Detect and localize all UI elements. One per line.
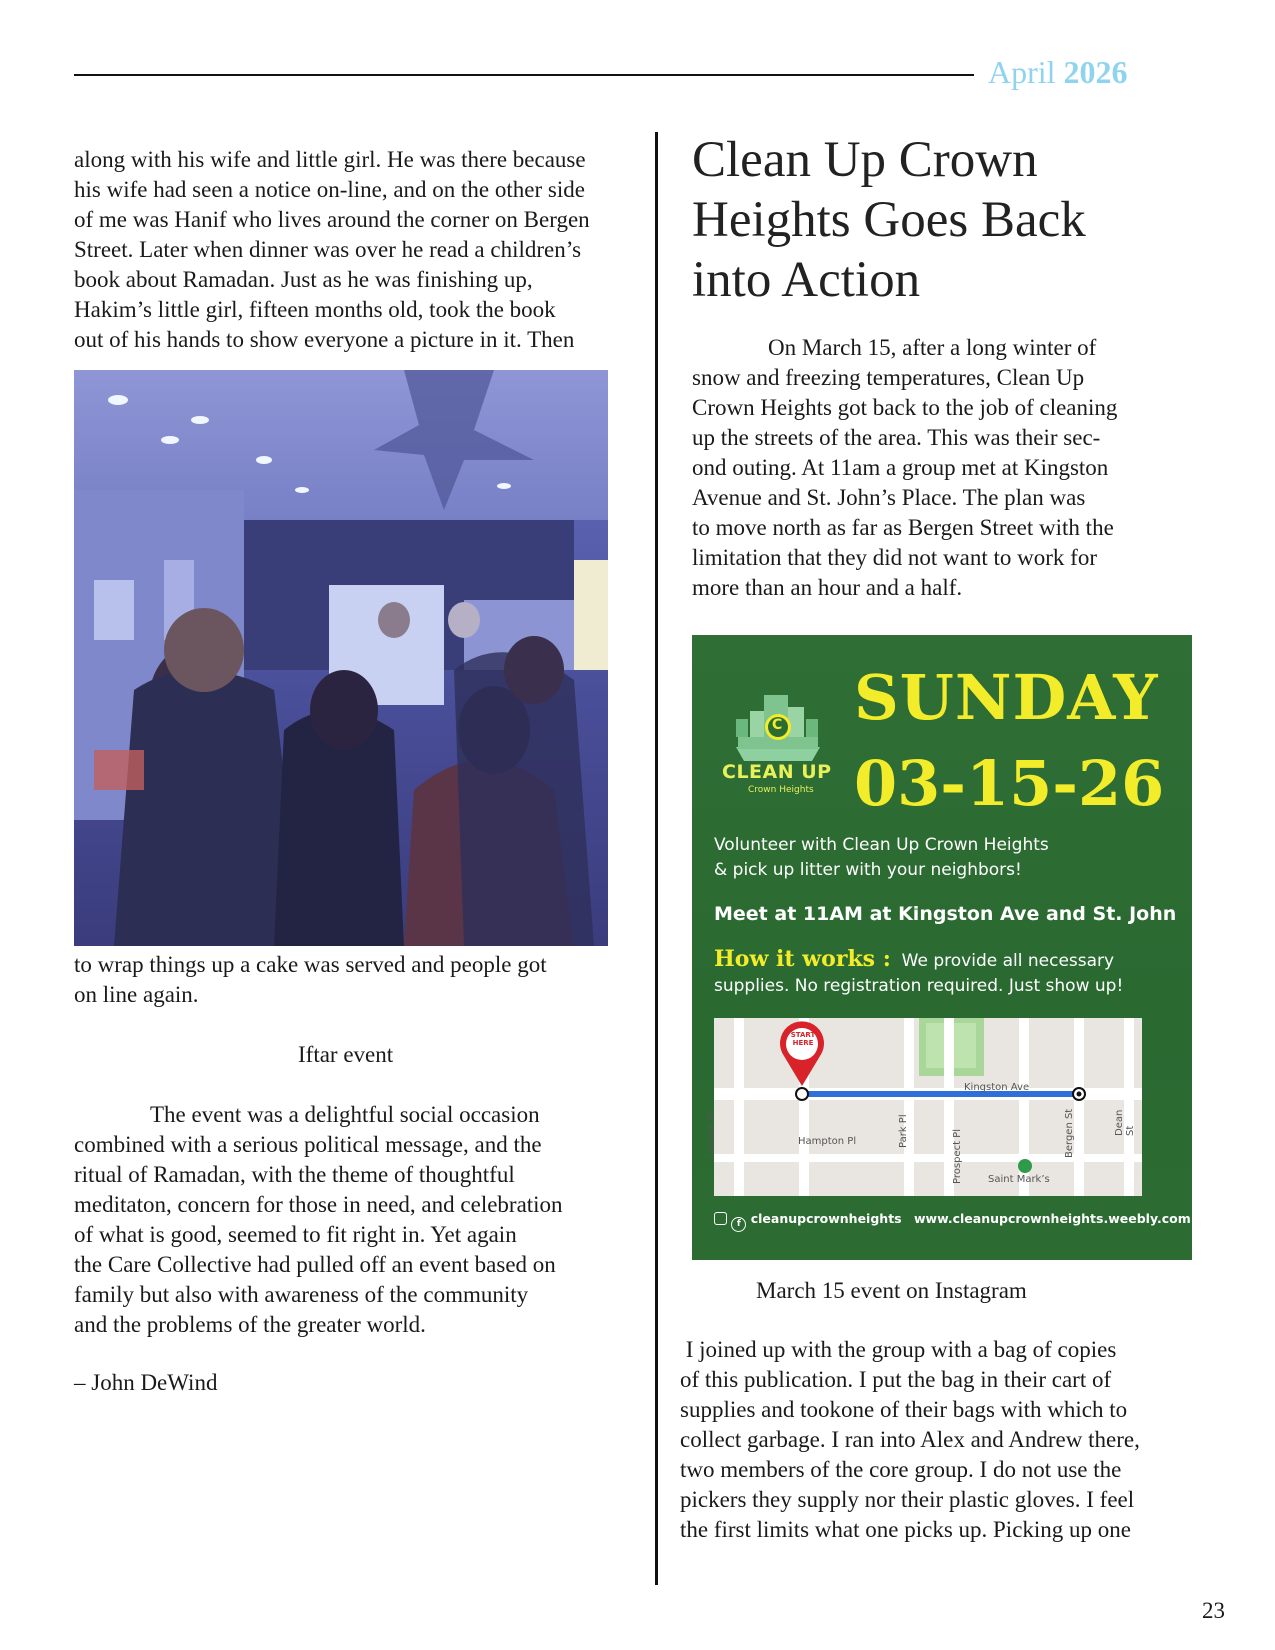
text-line: ritual of Ramadan, with the theme of thoughtful bbox=[74, 1162, 515, 1187]
right-article-body-paragraph bbox=[680, 1335, 1140, 1545]
title-line: Heights Goes Back bbox=[692, 192, 1086, 248]
text-line: of this publication. I put the bag in their cart of bbox=[680, 1367, 1112, 1392]
issue-year: 2026 bbox=[1063, 54, 1128, 90]
flyer-volunteer-text bbox=[714, 833, 1049, 883]
text-line: combined with a serious political message, and the bbox=[74, 1132, 542, 1157]
logo-letter: C bbox=[772, 717, 783, 733]
text-line: ond outing. At 11am a group met at Kingston bbox=[692, 455, 1109, 480]
social-handle: cleanupcrownheights bbox=[750, 1211, 902, 1226]
text-line: limitation that they did not want to work for bbox=[692, 545, 1097, 570]
logo-subtext: Crown Heights bbox=[748, 785, 814, 795]
text-line: to wrap things up a cake was served and people got bbox=[74, 952, 547, 977]
text-line: up the streets of the area. This was their sec- bbox=[692, 425, 1101, 450]
text-line: the Care Collective had pulled off an event based on bbox=[74, 1252, 556, 1277]
text-line: of me was Hanif who lives around the corner on Bergen bbox=[74, 207, 590, 232]
text-line: supplies and tookone of their bags with which to bbox=[680, 1397, 1128, 1422]
map-label-hampton: Hampton Pl bbox=[798, 1136, 857, 1147]
map-graphic bbox=[714, 1018, 1142, 1196]
flyer-date: 03-15-26 bbox=[854, 747, 1165, 820]
flyer-text-line: & pick up litter with your neighbors! bbox=[714, 860, 1022, 880]
text-line: I joined up with the group with a bag of copies bbox=[680, 1337, 1117, 1362]
start-label-line: START bbox=[790, 1031, 816, 1039]
text-line: of what is good, seemed to fit right in. Yet again bbox=[74, 1222, 517, 1247]
left-article-after-photo bbox=[74, 950, 547, 1010]
iftar-event-photo bbox=[74, 370, 608, 946]
how-line-2: supplies. No registration required. Just show up! bbox=[714, 976, 1124, 996]
text-line: Avenue and St. John’s Place. The plan was bbox=[692, 485, 1086, 510]
issue-month: April bbox=[988, 54, 1056, 90]
flyer-text-line: Volunteer with Clean Up Crown Heights bbox=[714, 835, 1049, 855]
issue-date bbox=[988, 54, 1128, 91]
text-line: out of his hands to show everyone a picture in it. Then bbox=[74, 327, 575, 352]
page-number: 23 bbox=[1202, 1598, 1225, 1623]
photo-scene bbox=[74, 370, 608, 946]
map-label-kingston: Kingston Ave bbox=[964, 1082, 1030, 1093]
text-line: Hakim’s little girl, fifteen months old, took the book bbox=[74, 297, 556, 322]
flyer-day: SUNDAY bbox=[854, 661, 1159, 734]
left-article-top-paragraph bbox=[74, 145, 590, 355]
title-line: into Action bbox=[692, 252, 921, 308]
how-line-1: We provide all necessary bbox=[901, 951, 1115, 971]
facebook-icon: f bbox=[731, 1217, 746, 1232]
start-label-line: HERE bbox=[792, 1039, 814, 1047]
map-label-bergen: Bergen St bbox=[1064, 1108, 1075, 1158]
map-label-lincoln: Lincoln Pl bbox=[706, 1110, 717, 1158]
text-line: Crown Heights got back to the job of cleaning bbox=[692, 395, 1118, 420]
instagram-icon bbox=[714, 1212, 727, 1225]
map-label-park: Park Pl bbox=[898, 1114, 909, 1148]
title-line: Clean Up Crown bbox=[692, 132, 1038, 188]
text-line: more than an hour and a half. bbox=[692, 575, 963, 600]
flyer-caption: March 15 event on Instagram bbox=[756, 1278, 1027, 1303]
route-start-dot bbox=[796, 1088, 808, 1100]
text-line: two members of the core group. I do not use the bbox=[680, 1457, 1122, 1482]
map-label-prospect: Prospect Pl bbox=[952, 1129, 963, 1184]
text-line: collect garbage. I ran into Alex and Andrew there, bbox=[680, 1427, 1140, 1452]
author-signature: – John DeWind bbox=[74, 1370, 218, 1395]
text-line: snow and freezing temperatures, Clean Up bbox=[692, 365, 1085, 390]
start-here-label bbox=[788, 1031, 818, 1047]
left-article-closing-paragraph bbox=[74, 1100, 563, 1340]
text-line: meditaton, concern for those in need, and celebration bbox=[74, 1192, 563, 1217]
text-line: On March 15, after a long winter of bbox=[768, 335, 1097, 360]
text-line: family but also with awareness of the community bbox=[74, 1282, 529, 1307]
logo-text: CLEAN UP bbox=[722, 761, 832, 783]
text-line: and the problems of the greater world. bbox=[74, 1312, 426, 1337]
photo-caption: Iftar event bbox=[298, 1042, 394, 1067]
text-line: on line again. bbox=[74, 982, 199, 1007]
text-line: along with his wife and little girl. He was there because bbox=[74, 147, 586, 172]
text-line: book about Ramadan. Just as he was finishing up, bbox=[74, 267, 533, 292]
header-rule bbox=[74, 74, 974, 76]
text-line: his wife had seen a notice on-line, and on the other side bbox=[74, 177, 585, 202]
column-divider bbox=[655, 132, 658, 1585]
article-title bbox=[692, 130, 1086, 310]
text-line: Street. Later when dinner was over he read a children’s bbox=[74, 237, 582, 262]
flyer-how-it-works bbox=[714, 947, 1123, 999]
map-label-dean: Dean St bbox=[1114, 1109, 1136, 1136]
flyer-website: www.cleanupcrownheights.weebly.com bbox=[914, 1211, 1191, 1226]
text-line: the first limits what one picks up. Picking up one bbox=[680, 1517, 1132, 1542]
right-article-intro-paragraph bbox=[692, 333, 1117, 603]
event-flyer bbox=[692, 635, 1192, 1260]
flyer-meet-text: Meet at 11AM at Kingston Ave and St. John bbox=[714, 903, 1177, 925]
text-line: pickers they supply nor their plastic gloves. I feel bbox=[680, 1487, 1135, 1512]
text-line: to move north as far as Bergen Street with the bbox=[692, 515, 1114, 540]
text-line: The event was a delightful social occasion bbox=[150, 1102, 540, 1127]
route-map bbox=[706, 1018, 1142, 1196]
map-label-saint-marks: Saint Mark’s bbox=[988, 1174, 1050, 1185]
how-label: How it works : bbox=[714, 946, 891, 972]
